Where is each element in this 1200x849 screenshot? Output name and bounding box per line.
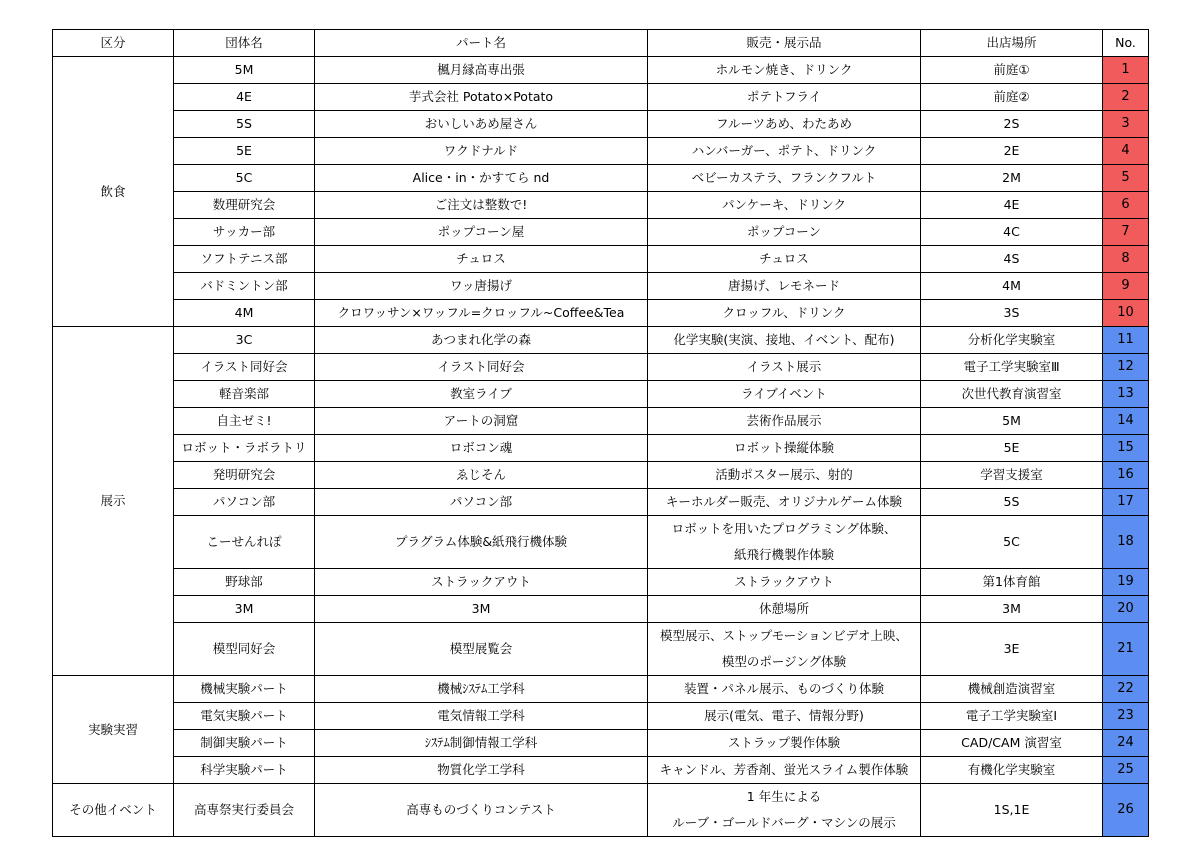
header-row [53, 30, 1149, 57]
place-cell: 有機化学実験室 [921, 757, 1103, 784]
table-row [53, 273, 1149, 300]
number-cell: 12 [1103, 354, 1149, 381]
place-cell: 4S [921, 246, 1103, 273]
number-cell: 17 [1103, 489, 1149, 516]
place-cell: 機械創造演習室 [921, 676, 1103, 703]
number-cell: 9 [1103, 273, 1149, 300]
item-cell: キャンドル、芳香剤、蛍光スライム製作体験 [648, 757, 921, 784]
table-row [53, 381, 1149, 408]
part-cell: 3M [315, 596, 648, 623]
item-cell: ポテトフライ [648, 84, 921, 111]
part-cell: 楓月縁高専出張 [315, 57, 648, 84]
table-row [53, 489, 1149, 516]
number-cell: 15 [1103, 435, 1149, 462]
part-cell: イラスト同好会 [315, 354, 648, 381]
category-food: 飲食 [53, 57, 174, 327]
table-row [53, 676, 1149, 703]
item-cell: ハンバーガー、ポテト、ドリンク [648, 138, 921, 165]
part-cell: ｼｽﾃﾑ制御情報工学科 [315, 730, 648, 757]
item-line-1: 模型展示、ストップモーションビデオ上映、 [660, 628, 908, 643]
item-cell: パンケーキ、ドリンク [648, 192, 921, 219]
item-cell: 芸術作品展示 [648, 408, 921, 435]
number-cell: 24 [1103, 730, 1149, 757]
place-cell: 3M [921, 596, 1103, 623]
part-cell: ワクドナルド [315, 138, 648, 165]
place-cell: 5C [921, 516, 1103, 569]
part-cell: 電気情報工学科 [315, 703, 648, 730]
group-cell: 3C [174, 327, 315, 354]
item-cell: 活動ポスター展示、射的 [648, 462, 921, 489]
group-cell: ロボット・ラボラトリ [174, 435, 315, 462]
festival-schedule-table [52, 29, 1149, 837]
table-row [53, 165, 1149, 192]
group-cell: 5C [174, 165, 315, 192]
item-cell: クロッフル、ドリンク [648, 300, 921, 327]
number-cell: 7 [1103, 219, 1149, 246]
group-cell: 発明研究会 [174, 462, 315, 489]
group-cell: 機械実験パート [174, 676, 315, 703]
place-cell: 第1体育館 [921, 569, 1103, 596]
header-item: 販売・展示品 [648, 30, 921, 57]
table-row [53, 703, 1149, 730]
place-cell: 5M [921, 408, 1103, 435]
place-cell: 5S [921, 489, 1103, 516]
item-line-1: ロボットを用いたプログラミング体験、 [671, 521, 897, 536]
place-cell: 2E [921, 138, 1103, 165]
group-cell: パソコン部 [174, 489, 315, 516]
item-cell: ストラックアウト [648, 569, 921, 596]
place-cell: CAD/CAM 演習室 [921, 730, 1103, 757]
table-row [53, 111, 1149, 138]
header-group: 団体名 [174, 30, 315, 57]
item-cell: 装置・パネル展示、ものづくり体験 [648, 676, 921, 703]
table-row [53, 623, 1149, 676]
header-number: No. [1103, 30, 1149, 57]
part-cell: おいしいあめ屋さん [315, 111, 648, 138]
part-cell: ご注文は整数で! [315, 192, 648, 219]
number-cell: 21 [1103, 623, 1149, 676]
group-cell: 軽音楽部 [174, 381, 315, 408]
place-cell: 3S [921, 300, 1103, 327]
group-cell: 4E [174, 84, 315, 111]
place-cell: 2S [921, 111, 1103, 138]
group-cell: 制御実験パート [174, 730, 315, 757]
table-row [53, 516, 1149, 569]
item-line-2: 紙飛行機製作体験 [733, 547, 834, 562]
group-cell: 5M [174, 57, 315, 84]
group-cell: 自主ゼミ! [174, 408, 315, 435]
part-cell: ストラックアウト [315, 569, 648, 596]
category-exhibit: 展示 [53, 327, 174, 676]
group-cell: イラスト同好会 [174, 354, 315, 381]
table-row [53, 327, 1149, 354]
header-place: 出店場所 [921, 30, 1103, 57]
group-cell: 3M [174, 596, 315, 623]
table-row [53, 569, 1149, 596]
table-row [53, 219, 1149, 246]
group-cell: 数理研究会 [174, 192, 315, 219]
number-cell: 11 [1103, 327, 1149, 354]
item-line-2: ルーブ・ゴールドバーグ・マシンの展示 [672, 815, 896, 830]
group-cell: 4M [174, 300, 315, 327]
category-lab: 実験実習 [53, 676, 174, 784]
group-cell: 電気実験パート [174, 703, 315, 730]
number-cell: 14 [1103, 408, 1149, 435]
item-cell: キーホルダー販売、オリジナルゲーム体験 [648, 489, 921, 516]
place-cell: 4M [921, 273, 1103, 300]
item-cell: ポップコーン [648, 219, 921, 246]
header-category: 区分 [53, 30, 174, 57]
number-cell: 5 [1103, 165, 1149, 192]
group-cell: こーせんれぽ [174, 516, 315, 569]
number-cell: 10 [1103, 300, 1149, 327]
table-row [53, 57, 1149, 84]
place-cell: 前庭② [921, 84, 1103, 111]
table-row [53, 354, 1149, 381]
part-cell: 教室ライブ [315, 381, 648, 408]
item-cell: ライブイベント [648, 381, 921, 408]
table-row [53, 784, 1149, 837]
number-cell: 23 [1103, 703, 1149, 730]
part-cell: プラグラム体験&紙飛行機体験 [315, 516, 648, 569]
part-cell: ワッ唐揚げ [315, 273, 648, 300]
item-cell: 化学実験(実演、接地、イベント、配布) [648, 327, 921, 354]
item-line-2: 模型のポージング体験 [721, 654, 847, 669]
part-cell: チュロス [315, 246, 648, 273]
item-cell: 休憩場所 [648, 596, 921, 623]
group-cell: 高専祭実行委員会 [174, 784, 315, 837]
part-cell: あつまれ化学の森 [315, 327, 648, 354]
place-cell: 学習支援室 [921, 462, 1103, 489]
table-row [53, 246, 1149, 273]
part-cell: 高専ものづくりコンテスト [315, 784, 648, 837]
number-cell: 8 [1103, 246, 1149, 273]
number-cell: 20 [1103, 596, 1149, 623]
table-row [53, 435, 1149, 462]
part-cell: ロボコン魂 [315, 435, 648, 462]
number-cell: 13 [1103, 381, 1149, 408]
group-cell: バドミントン部 [174, 273, 315, 300]
number-cell: 1 [1103, 57, 1149, 84]
part-cell: ポップコーン屋 [315, 219, 648, 246]
place-cell: 次世代教育演習室 [921, 381, 1103, 408]
number-cell: 16 [1103, 462, 1149, 489]
item-cell: ストラップ製作体験 [648, 730, 921, 757]
part-cell: 物質化学工学科 [315, 757, 648, 784]
table-row [53, 596, 1149, 623]
item-cell: ベビーカステラ、フランクフルト [648, 165, 921, 192]
place-cell: 3E [921, 623, 1103, 676]
item-cell: 唐揚げ、レモネード [648, 273, 921, 300]
number-cell: 6 [1103, 192, 1149, 219]
place-cell: 前庭① [921, 57, 1103, 84]
place-cell: 4C [921, 219, 1103, 246]
table-row [53, 408, 1149, 435]
table-row [53, 138, 1149, 165]
number-cell: 22 [1103, 676, 1149, 703]
table-row [53, 300, 1149, 327]
group-cell: 5E [174, 138, 315, 165]
part-cell: 模型展覧会 [315, 623, 648, 676]
place-cell: 5E [921, 435, 1103, 462]
number-cell: 19 [1103, 569, 1149, 596]
part-cell: アートの洞窟 [315, 408, 648, 435]
part-cell: ゑじそん [315, 462, 648, 489]
table-row [53, 757, 1149, 784]
number-cell: 26 [1103, 784, 1149, 837]
group-cell: ソフトテニス部 [174, 246, 315, 273]
category-event: その他イベント [53, 784, 174, 837]
part-cell: 機械ｼｽﾃﾑ工学科 [315, 676, 648, 703]
part-cell: クロワッサン×ワッフル=クロッフル~Coffee&Tea [315, 300, 648, 327]
item-cell: 展示(電気、電子、情報分野) [648, 703, 921, 730]
number-cell: 3 [1103, 111, 1149, 138]
part-cell: パソコン部 [315, 489, 648, 516]
item-line-1: 1 年生による [746, 789, 822, 804]
group-cell: サッカー部 [174, 219, 315, 246]
item-cell: ロボット操縦体験 [648, 435, 921, 462]
place-cell: 4E [921, 192, 1103, 219]
place-cell: 1S,1E [921, 784, 1103, 837]
part-cell: 芋式会社 Potato×Potato [315, 84, 648, 111]
place-cell: 2M [921, 165, 1103, 192]
table-row [53, 84, 1149, 111]
table-row [53, 192, 1149, 219]
table-row [53, 730, 1149, 757]
item-cell: フルーツあめ、わたあめ [648, 111, 921, 138]
place-cell: 電子工学実験室Ⅲ [921, 354, 1103, 381]
group-cell: 5S [174, 111, 315, 138]
group-cell: 科学実験パート [174, 757, 315, 784]
item-cell: イラスト展示 [648, 354, 921, 381]
group-cell: 野球部 [174, 569, 315, 596]
item-cell [648, 784, 921, 837]
part-cell: Alice・in・かすてら nd [315, 165, 648, 192]
table-row [53, 462, 1149, 489]
item-cell [648, 623, 921, 676]
group-cell: 模型同好会 [174, 623, 315, 676]
number-cell: 2 [1103, 84, 1149, 111]
number-cell: 18 [1103, 516, 1149, 569]
item-cell: ホルモン焼き、ドリンク [648, 57, 921, 84]
place-cell: 電子工学実験室Ⅰ [921, 703, 1103, 730]
place-cell: 分析化学実験室 [921, 327, 1103, 354]
item-cell [648, 516, 921, 569]
number-cell: 25 [1103, 757, 1149, 784]
header-part: パート名 [315, 30, 648, 57]
number-cell: 4 [1103, 138, 1149, 165]
item-cell: チュロス [648, 246, 921, 273]
